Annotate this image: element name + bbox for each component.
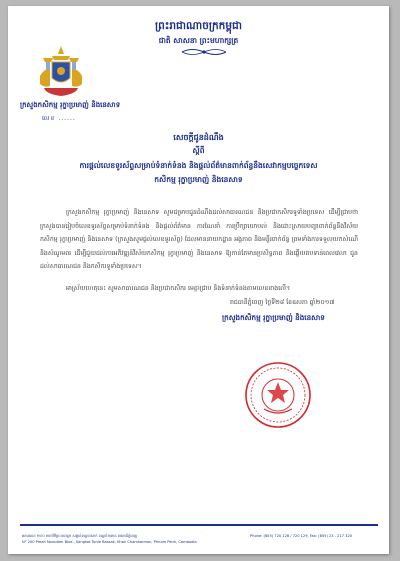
footer-address-km: អគារលេខ ២០០ មហាវិថីព្រះនរោត្តម សង្កាត់ទន្លេបាសាក់ ខណ្ឌចំការមន រាជធានីភ្នំពេញ: [22, 534, 138, 538]
subject-line-1: ការផ្តល់លេខទូរស័ព្ទសម្រាប់ទំនាក់ទំនង និងផ្តល់ព័ត៌មានពាក់ព័ន្ធនឹងសេវាកម្មបច្ចេកទេស: [79, 161, 318, 170]
footer-contact: [250, 533, 352, 539]
footer-address: [22, 533, 197, 545]
issuing-ministry: ក្រសួងកសិកម្ម រុក្ខាប្រមាញ់ និងនេសាទ: [20, 101, 121, 109]
body-paragraph-2: អាស្រ័យហេតុនេះ សូមសាធារណជន និងប្រជាកសិករ មេត្តាជ្រាប និងទំនាក់ទំនងតាមលេខខាងលើ។: [66, 285, 291, 292]
footer-divider: [20, 524, 378, 526]
issue-date: រាជធានីភ្នំពេញ ថ្ងៃទី២៨ ខែឧសភា ឆ្នាំ២០១៧: [230, 299, 335, 306]
subject-line-2: កសិកម្ម រុក្ខាប្រមាញ់ និងនេសាទ: [154, 175, 243, 184]
footer-phone: Phone: (855) 720 128 / 720 129, Fax: (855) 23 - 217 320: [250, 534, 353, 538]
document-title: សេចក្តីជូនដំណឹង: [173, 133, 224, 142]
body-paragraph-1: ក្រសួងកសិកម្ម រុក្ខាប្រមាញ់ និងនេសាទ សូមជម្រាបជូនដំណឹងដល់សាធារណជន និងប្រជាកសិករទូទាំងប្រទេស ដើម្បីជ្រាបថា ក្រសួងបានរៀបចំលេខទូរស័ព្ទសម្រាប់ទំនាក់ទំនង និងផ្តល់ព័ត៌មាន ការណែនាំ ការប្រឹក្សាយោបល់ និងដោះស្រាយបញ្ហាពាក់ព័ន្ធនឹងវិស័យកសិកម្ម រុក្ខាប្រមាញ់ និងនេសាទ (ក្រសួងសូមផ្តល់លេខទូរស័ព្ទ) ដែលមាននាយកដ្ឋាន អង្គភាព និងមន្ទីរពាក់ព័ន្ធ ព្រមទាំងការទទួលយកសំណើ និងសំណូមពរ ដើម្បីជួយដល់ការអភិវឌ្ឍន៍វិស័យកសិកម្ម រុក្ខាប្រមាញ់ និងនេសាទ ឱ្យកាន់តែមានប្រសិទ្ធភាព និងឆ្លើយតបទាន់ពេលវេលា ជូនដល់សាធារណជន និងកសិករទូទាំងប្រទេស។: [40, 209, 358, 271]
ornament-divider-icon: [180, 47, 228, 57]
signatory-title: ក្រសួងកសិកម្ម រុក្ខាប្រមាញ់ និងនេសាទ: [222, 313, 325, 322]
footer-address-en: N° 200 Preah Norodom Blvd., Sangkat Tonle Bassak, Khan Chamkarmon, Phnom Penh, Cambodia: [22, 540, 197, 544]
reference-number: លេខ ......: [42, 115, 76, 122]
document-page: [8, 6, 389, 554]
national-motto: ជាតិ សាសនា ព្រះមហាក្សត្រ: [158, 36, 239, 45]
kingdom-heading: ព្រះរាជាណាចក្រកម្ពុជា: [154, 20, 242, 32]
royal-emblem-icon: [38, 44, 84, 98]
official-seal-icon: [244, 361, 312, 429]
subject-label: ស្តីពី: [192, 146, 205, 155]
